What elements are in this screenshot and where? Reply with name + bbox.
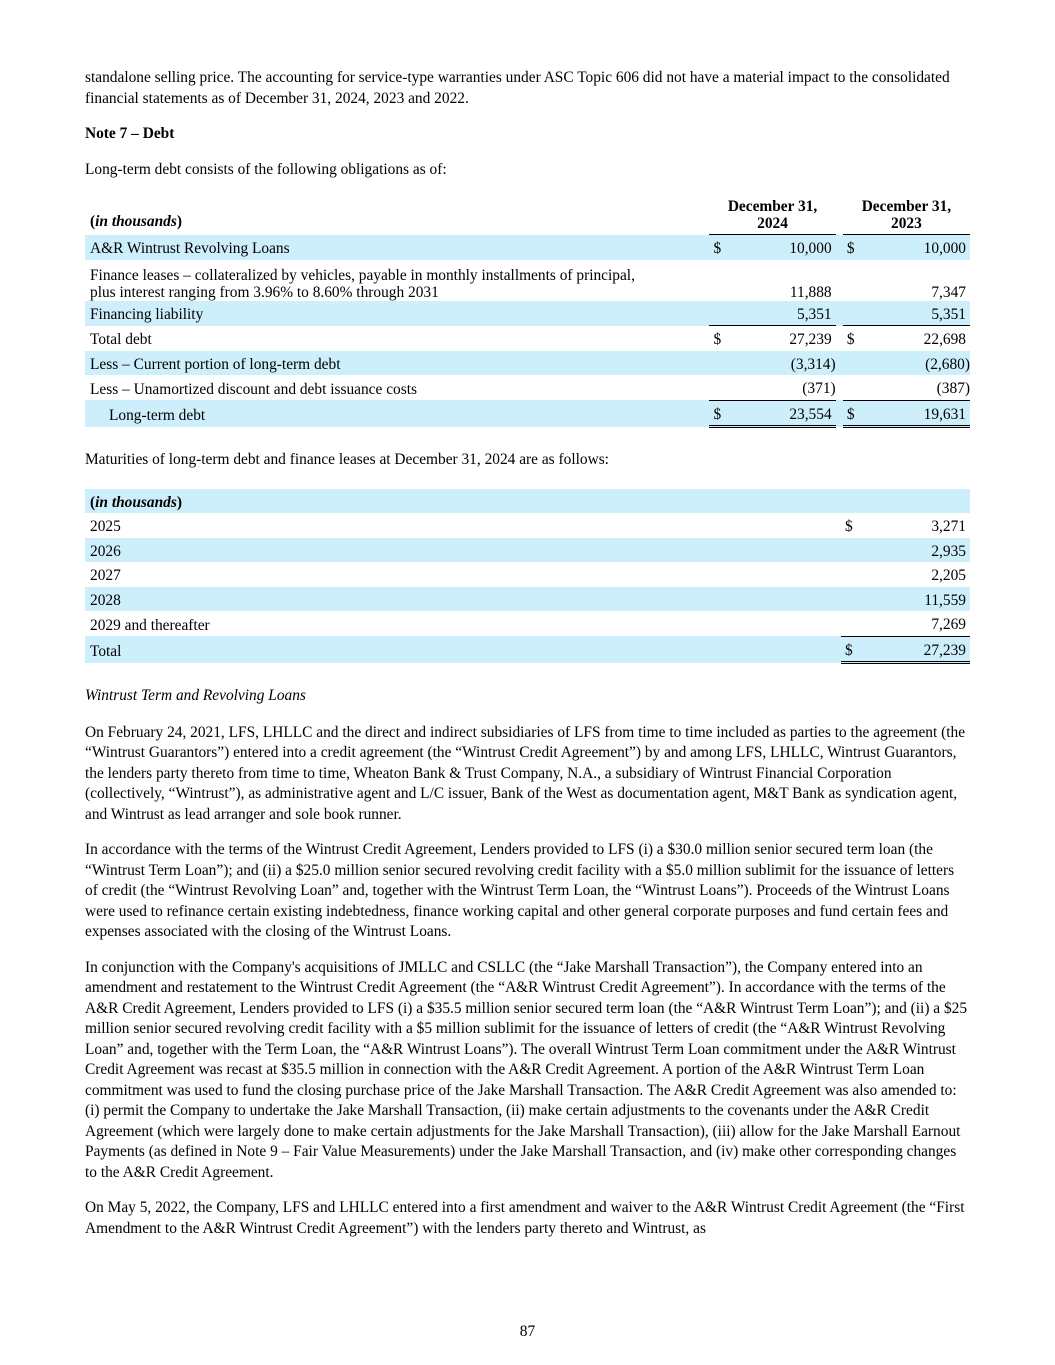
- maturity-value: 7,269: [865, 611, 970, 636]
- table-row: [85, 400, 970, 427]
- table-row: [85, 235, 970, 260]
- table-row: [85, 611, 970, 636]
- maturities-table: [85, 489, 970, 665]
- maturity-value: 2,205: [931, 567, 966, 584]
- table-row: [85, 375, 970, 400]
- debt-col2-header: December 31, 2023: [861, 198, 952, 232]
- currency-symbol: [709, 260, 733, 301]
- table-row: [85, 326, 970, 351]
- currency-symbol: $: [843, 235, 867, 260]
- table-row: [85, 301, 970, 326]
- body-paragraph: On May 5, 2022, the Company, LFS and LHLLC entered into a first amendment and waiver to the A&R Wintrust Credit Agreement (the “First Amendment to the A&R Wintrust Credit Agreement”) with the lenders party thereto and Wintrust, as: [85, 1199, 965, 1237]
- row-label: Less – Current portion of long-term debt: [85, 351, 709, 376]
- value-2024: 5,351: [733, 301, 836, 326]
- debt-table-header: [85, 198, 970, 235]
- table-row: [85, 636, 970, 663]
- table-row: [85, 513, 970, 538]
- maturities-intro: Maturities of long-term debt and finance leases at December 31, 2024 are as follows:: [85, 451, 609, 468]
- section-subheading: Wintrust Term and Revolving Loans: [85, 687, 306, 704]
- table-row: [85, 538, 970, 563]
- value-2023: 22,698: [923, 331, 966, 348]
- value-2024: (3,314): [733, 351, 836, 376]
- table-row: [85, 260, 970, 301]
- intro-paragraph: standalone selling price. The accounting for service-type warranties under ASC Topic 606 did not have a material impact to the consolidated financial statements as of December 31, 2024, 2023 and 2022.: [85, 69, 950, 107]
- maturities-unit-label: (in thousands): [85, 489, 841, 514]
- maturity-value: 11,559: [865, 587, 970, 612]
- value-2023: 7,347: [931, 283, 966, 301]
- value-2023: (387): [867, 375, 970, 400]
- document-page: [85, 68, 970, 1254]
- row-label: 2025: [90, 518, 121, 535]
- maturities-header: [85, 489, 970, 514]
- row-label: A&R Wintrust Revolving Loans: [85, 235, 709, 260]
- currency-symbol: [841, 562, 865, 587]
- currency-symbol: [843, 351, 867, 376]
- currency-symbol: [843, 260, 867, 301]
- row-label: Long-term debt: [85, 400, 709, 427]
- body-paragraph: On February 24, 2021, LFS, LHLLC and the direct and indirect subsidiaries of LFS from time to time included as parties to the agreement (the “Wintrust Guarantors”) entered into a credit agreement (the “Wintrust Credit Agreement”) by and among LFS, LHLLC, Wintrust Guarantors, the lenders party thereto from time to time, Wheaton Bank & Trust Company, N.A., a subsidiary of Wintrust Financial Corporation (collectively, “Wintrust”), as administrative agent and L/C issuer, Bank of the West as documentation agent, M&T Bank as syndication agent, and Wintrust as lead arranger and sole book runner.: [85, 723, 966, 823]
- table-row: [85, 587, 970, 612]
- currency-symbol: $: [843, 400, 867, 427]
- currency-symbol: $: [713, 331, 722, 348]
- maturity-value: 2,935: [865, 538, 970, 563]
- table-row: [85, 562, 970, 587]
- value-2023: 5,351: [867, 301, 970, 326]
- currency-symbol: [841, 538, 865, 563]
- value-2024: (371): [733, 375, 836, 400]
- debt-unit-label: (in thousands): [90, 213, 182, 230]
- currency-symbol: $: [709, 400, 733, 427]
- currency-symbol: [709, 375, 733, 400]
- value-2023: 19,631: [867, 400, 970, 427]
- row-label: Financing liability: [85, 301, 709, 326]
- body-paragraph: In conjunction with the Company's acquisitions of JMLLC and CSLLC (the “Jake Marshall Transaction”), the Company entered into an amendment and restatement to the Wintrust Credit Agreement (the “A&R Wintrust Credit Agreement”). In accordance with the terms of the A&R Credit Agreement, Lenders provided to LFS (i) a $35.5 million senior secured term loan (the “A&R Wintrust Term Loan”); and (ii) a $25 million senior secured revolving credit facility with a $5 million sublimit for the issuance of letters of credit (the “A&R Wintrust Revolving Loan” and, together with the Term Loan, the “A&R Wintrust Loans”). The overall Wintrust Term Loan commitment under the A&R Wintrust Credit Agreement was recast at $35.5 million in connection with the A&R Credit Agreement. A portion of the A&R Wintrust Term Loan commitment was used to fund the closing purchase price of the Jake Marshall Transaction. The A&R Credit Agreement was also amended to: (i) permit the Company to undertake the Jake Marshall Transaction, (ii) make certain adjustments to the covenants under the A&R Credit Agreement (which were largely done to make certain adjustments for the Jake Marshall Transaction), (iii) allow for the Jake Marshall Earnout Payments (as defined in Note 9 – Fair Value Measurements) under the Jake Marshall Transaction, and (iv) make other corresponding changes to the A&R Credit Agreement.: [85, 958, 968, 1181]
- currency-symbol: [709, 351, 733, 376]
- currency-symbol: $: [845, 518, 853, 535]
- currency-symbol: $: [709, 235, 733, 260]
- debt-table: [85, 198, 970, 428]
- value-2023: (2,680): [867, 351, 970, 376]
- debt-intro: Long-term debt consists of the following obligations as of:: [85, 160, 447, 178]
- row-label: 2026: [85, 538, 841, 563]
- table-row: [85, 351, 970, 376]
- row-label: 2029 and thereafter: [90, 616, 210, 634]
- row-label: Less – Unamortized discount and debt issuance costs: [90, 380, 417, 398]
- currency-symbol: $: [841, 636, 865, 663]
- value-2024: 10,000: [733, 235, 836, 260]
- currency-symbol: $: [846, 331, 855, 348]
- row-label: Finance leases – collateralized by vehicles, payable in monthly installments of principal, plus interest ranging from 3.96% to 8.60% through 2031: [90, 266, 635, 301]
- value-2024: 11,888: [789, 283, 832, 301]
- body-paragraph: In accordance with the terms of the Wintrust Credit Agreement, Lenders provided to LFS (i) a $30.0 million senior secured term loan (the “Wintrust Term Loan”); and (ii) a $25.0 million senior secured revolving credit facility with a $5.0 million sublimit for the issuance of letters of credit (the “Wintrust Revolving Loan” and, together with the Wintrust Term Loan, the “Wintrust Loans”). Proceeds of the Wintrust Loans were used to refinance certain existing indebtedness, finance working capital and other general corporate purposes and fund certain fees and expenses associated with the closing of the Wintrust Loans.: [85, 841, 955, 940]
- row-label: 2028: [85, 587, 841, 612]
- row-label: Total debt: [90, 331, 152, 348]
- currency-symbol: [709, 301, 733, 326]
- currency-symbol: [841, 611, 865, 636]
- value-2023: 10,000: [867, 235, 970, 260]
- maturity-value: 3,271: [931, 518, 966, 535]
- note-title: Note 7 – Debt: [85, 125, 175, 142]
- row-label: Total: [85, 636, 841, 663]
- currency-symbol: [841, 587, 865, 612]
- row-label: 2027: [90, 567, 121, 584]
- page-number: 87: [519, 1323, 536, 1340]
- maturity-value: 27,239: [865, 636, 970, 663]
- value-2024: 27,239: [789, 331, 832, 348]
- value-2024: 23,554: [733, 400, 836, 427]
- currency-symbol: [843, 375, 867, 400]
- debt-col1-header: December 31, 2024: [727, 198, 818, 232]
- currency-symbol: [843, 301, 867, 326]
